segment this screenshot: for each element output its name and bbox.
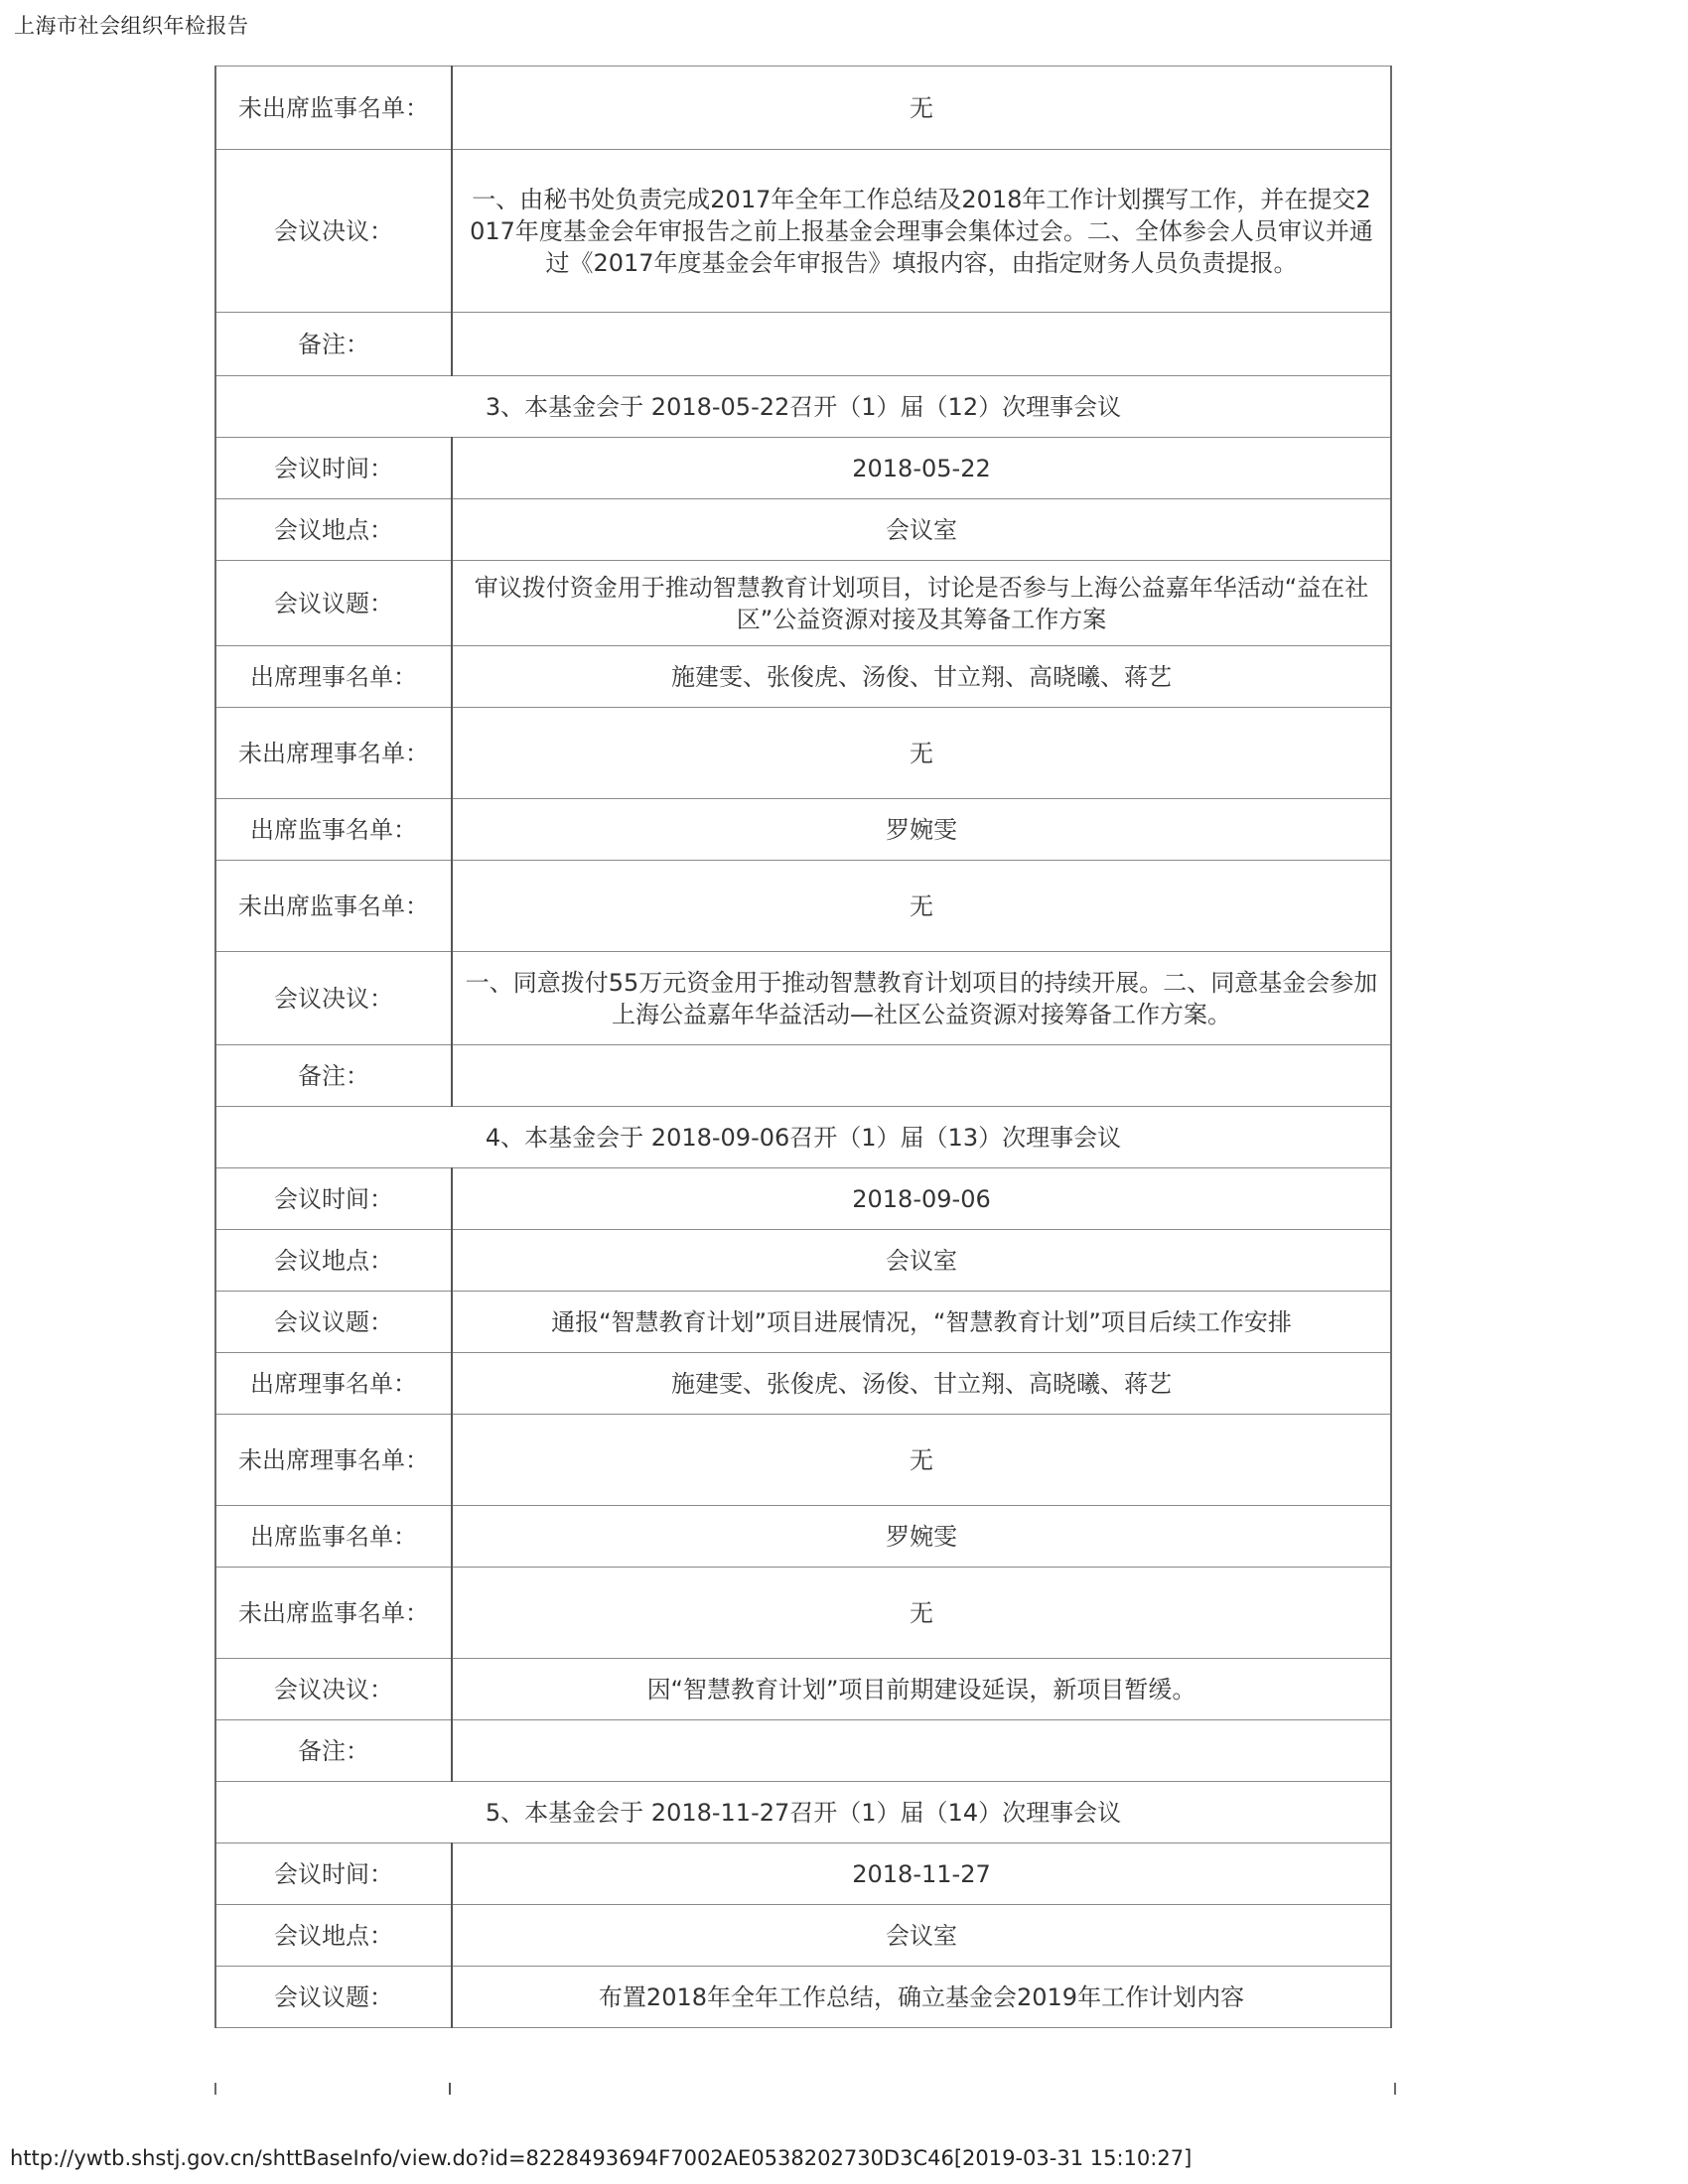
- meeting-records-table: [214, 66, 1392, 2028]
- meeting-heading-row: [215, 1107, 1391, 1168]
- row-label: 会议议题：: [215, 561, 452, 646]
- row-label: 会议地点：: [215, 1230, 452, 1292]
- table-row: [215, 1292, 1391, 1353]
- row-label: 会议决议：: [215, 952, 452, 1045]
- table-row: [215, 1967, 1391, 2028]
- row-value: 罗婉雯: [452, 799, 1391, 861]
- row-label: 会议地点：: [215, 499, 452, 561]
- row-value: 无: [452, 708, 1391, 799]
- row-label: 备注：: [215, 1720, 452, 1782]
- row-value: 无: [452, 1568, 1391, 1659]
- table-row: [215, 1720, 1391, 1782]
- table-row: [215, 150, 1391, 313]
- row-label: 出席理事名单：: [215, 646, 452, 708]
- table-row: [215, 499, 1391, 561]
- row-label: 备注：: [215, 1045, 452, 1107]
- row-label: 未出席理事名单：: [215, 708, 452, 799]
- table-row: [215, 952, 1391, 1045]
- table-row: [215, 1168, 1391, 1230]
- row-label: 会议决议：: [215, 1659, 452, 1720]
- page-footer-url: http://ywtb.shstj.gov.cn/shttBaseInfo/view.do?id=8228493694F7002AE0538202730D3C46[2019-03-31 15:10:27]: [10, 2146, 1193, 2170]
- row-value: 施建雯、张俊虎、汤俊、甘立翔、高晓曦、蒋艺: [452, 1353, 1391, 1415]
- row-value: 2018-05-22: [452, 438, 1391, 499]
- row-label: 未出席监事名单：: [215, 1568, 452, 1659]
- table-row: [215, 313, 1391, 376]
- row-value: 会议室: [452, 1230, 1391, 1292]
- row-value: 因“智慧教育计划”项目前期建设延误，新项目暂缓。: [452, 1659, 1391, 1720]
- row-value: 一、同意拨付55万元资金用于推动智慧教育计划项目的持续开展。二、同意基金会参加上海公益嘉年华益活动—社区公益资源对接筹备工作方案。: [452, 952, 1391, 1045]
- row-label: 未出席监事名单：: [215, 67, 452, 150]
- meeting-heading: 3、本基金会于 2018-05-22召开（1）届（12）次理事会议: [215, 376, 1391, 438]
- row-value: [452, 1045, 1391, 1107]
- table-row: [215, 438, 1391, 499]
- row-label: 出席监事名单：: [215, 1506, 452, 1568]
- row-value: 一、由秘书处负责完成2017年全年工作总结及2018年工作计划撰写工作，并在提交2017年度基金会年审报告之前上报基金会理事会集体过会。二、全体参会人员审议并通过《2017年度基金会年审报告》填报内容，由指定财务人员负责提报。: [452, 150, 1391, 313]
- row-label: 会议时间：: [215, 1168, 452, 1230]
- row-value: [452, 1720, 1391, 1782]
- table-row: [215, 1568, 1391, 1659]
- row-value: 无: [452, 67, 1391, 150]
- row-value: 2018-09-06: [452, 1168, 1391, 1230]
- row-value: 施建雯、张俊虎、汤俊、甘立翔、高晓曦、蒋艺: [452, 646, 1391, 708]
- row-label: 会议地点：: [215, 1905, 452, 1967]
- row-label: 出席理事名单：: [215, 1353, 452, 1415]
- table-row: [215, 861, 1391, 952]
- meeting-heading-row: [215, 1782, 1391, 1843]
- row-value: 无: [452, 861, 1391, 952]
- row-value: 布置2018年全年工作总结，确立基金会2019年工作计划内容: [452, 1967, 1391, 2028]
- table-row: [215, 1230, 1391, 1292]
- meeting-records-body: [215, 67, 1391, 2028]
- table-row: [215, 1506, 1391, 1568]
- row-value: 罗婉雯: [452, 1506, 1391, 1568]
- table-row: [215, 799, 1391, 861]
- table-row: [215, 1415, 1391, 1506]
- meeting-heading: 5、本基金会于 2018-11-27召开（1）届（14）次理事会议: [215, 1782, 1391, 1843]
- table-row: [215, 1905, 1391, 1967]
- table-row: [215, 1843, 1391, 1905]
- table-row: [215, 708, 1391, 799]
- row-value: 2018-11-27: [452, 1843, 1391, 1905]
- table-row: [215, 561, 1391, 646]
- page-header-title: 上海市社会组织年检报告: [14, 14, 249, 38]
- table-row: [215, 646, 1391, 708]
- row-value: [452, 313, 1391, 376]
- table-continuation: [214, 2083, 1396, 2095]
- row-value: 审议拨付资金用于推动智慧教育计划项目，讨论是否参与上海公益嘉年华活动“益在社区”公益资源对接及其筹备工作方案: [452, 561, 1391, 646]
- row-label: 未出席理事名单：: [215, 1415, 452, 1506]
- row-label: 会议决议：: [215, 150, 452, 313]
- table-row: [215, 1045, 1391, 1107]
- row-label: 会议时间：: [215, 438, 452, 499]
- row-label: 未出席监事名单：: [215, 861, 452, 952]
- table-row: [215, 1659, 1391, 1720]
- row-label: 会议时间：: [215, 1843, 452, 1905]
- meeting-heading-row: [215, 376, 1391, 438]
- row-value: 会议室: [452, 1905, 1391, 1967]
- row-value: 无: [452, 1415, 1391, 1506]
- row-value: 通报“智慧教育计划”项目进展情况，“智慧教育计划”项目后续工作安排: [452, 1292, 1391, 1353]
- row-value: 会议室: [452, 499, 1391, 561]
- row-label: 出席监事名单：: [215, 799, 452, 861]
- meeting-heading: 4、本基金会于 2018-09-06召开（1）届（13）次理事会议: [215, 1107, 1391, 1168]
- row-label: 备注：: [215, 313, 452, 376]
- row-label: 会议议题：: [215, 1967, 452, 2028]
- table-row: [215, 1353, 1391, 1415]
- row-label: 会议议题：: [215, 1292, 452, 1353]
- table-row: [215, 67, 1391, 150]
